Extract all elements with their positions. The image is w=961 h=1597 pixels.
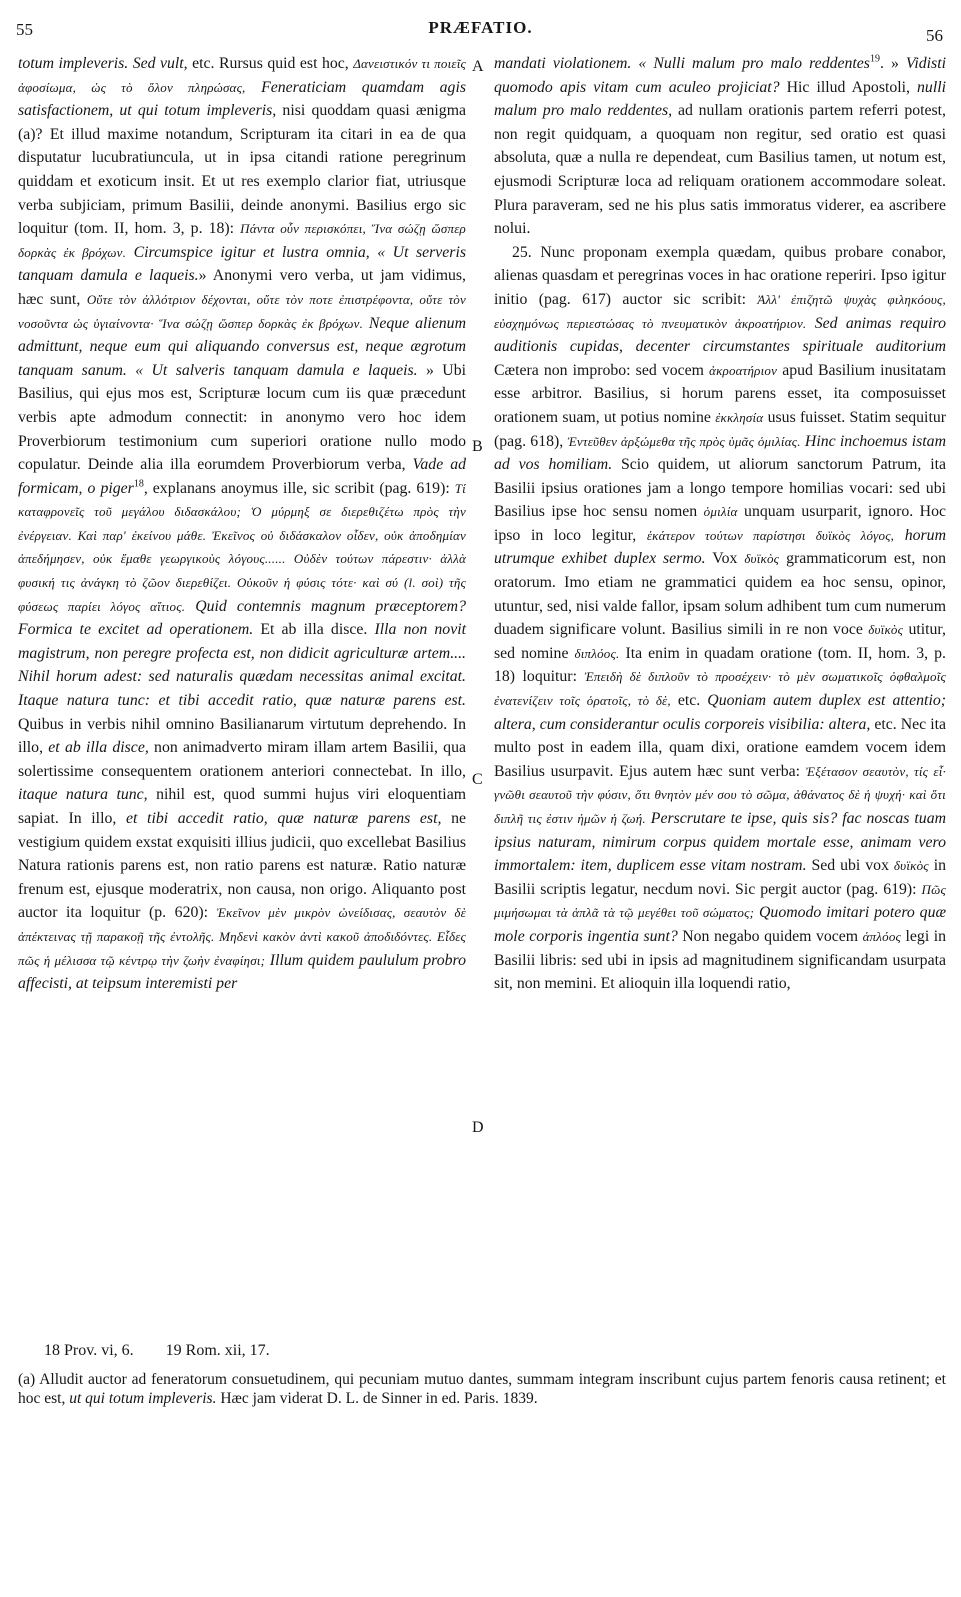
italic-text: itaque natura tunc,: [18, 786, 148, 804]
text-run: , explanans anoymus ille, sic scribit (pag. 619):: [143, 479, 455, 497]
page-number-left: 55: [16, 20, 33, 39]
italic-text: Feneraticiam quamdam agis satisfactionem, ut qui totum impleveris,: [18, 78, 466, 120]
greek-quotation: Δανειστικόν τι ποιεῖς ἀφοσίωμα, ὡς τὸ ὅλον πληρώσας,: [18, 56, 466, 95]
text-run: legi in Basilii libris: sed ubi in ipsis ad magnitudinem significandam usurpata sit, non memini. Et alioquin illa loquendi ratio,: [494, 927, 946, 993]
greek-quotation: δυϊκὸς: [744, 551, 780, 567]
italic-text: Vade ad formicam, o piger: [18, 456, 466, 497]
margin-marker-d: D: [472, 1119, 484, 1136]
text-run: utitur, sed nomine: [494, 621, 946, 662]
running-title: PRÆFATIO.: [428, 18, 533, 37]
text-run: etc.: [670, 692, 708, 710]
text-run: ad nullam orationis partem referri potest, non regit quidquam, a quoquam non regitur, sed oratio est quasi absoluta, quæ a nulla re dependeat, cum Basilius tamen, ut notum est, ejusmodi Scripturæ loca ad reliquam orationem accommodare soleat. Plura paraveram, sed ne his plus satis immoratus viderer, ea ascribere nolui.: [494, 102, 946, 238]
text-run: Vox: [705, 550, 745, 568]
greek-quotation: Ἐξέτασον σεαυτὸν, τίς εἶ· γνῶθι σεαυτοῦ τὴν φύσιν, ὅτι θνητὸν μέν σου τὸ σῶμα, ἀθάνατος δὲ ἡ ψυχή· καὶ ὅτι διπλῆ τις ἐστιν ἡμῶν ἡ ζωή.: [494, 763, 946, 826]
greek-quotation: ἁπλόος: [862, 928, 902, 944]
reference-19: 19 Rom. xii, 17.: [165, 1342, 270, 1359]
text-run: etc. Nec ita multo post in eadem illa, quam dixi, oratione eamdem vocem idem Basilius usurpavit. Ejus autem hæc sunt verba:: [494, 715, 947, 780]
italic-text: Quoniam autem duplex est attentio; altera, cum considerantur oculis corporeis visibilia: altera,: [494, 692, 946, 733]
left-column: [18, 52, 466, 996]
greek-quotation: Πάντα οὖν περισκόπει, Ἵνα σώζῃ ὥσπερ δορκὰς ἐκ βρόχων.: [18, 221, 466, 260]
text-run: » Anonymi vero verba, ut jam vidimus, hæc sunt,: [18, 267, 466, 308]
italic-text: Vidisti quomodo apis vitam cum aculeo projiciat?: [494, 55, 946, 96]
text-run: Et ab illa disce.: [253, 621, 375, 639]
text-run: usus fuisset. Statim sequitur (pag. 618),: [494, 408, 946, 450]
text-run: Sed ubi vox: [806, 857, 894, 875]
footnote-marker: 18: [133, 478, 144, 490]
greek-quotation: Ἐκεῖνον μὲν μικρὸν ὠνείδισας, σεαυτὸν δὲ ἀπέκτεινας τῇ παρακοῇ τῆς ἐντολῆς. Μηδενὶ κακὸν ἀντὶ κακοῦ ἀποδιδόντες. Εἶδες πῶς ἡ μέλισσα τῷ κέντρῳ τὴν ζωὴν ἐναφίησι;: [18, 905, 466, 968]
text-run: Hæc jam viderat D. L. de Sinner in ed. Paris. 1839.: [216, 1389, 538, 1407]
margin-marker-b: B: [472, 438, 483, 455]
italic-text: et tibi accedit ratio, quæ naturæ parens est,: [125, 810, 442, 827]
footnote-marker: 19: [869, 53, 880, 65]
margin-marker-a: A: [472, 58, 484, 75]
greek-quotation: Οὔτε τὸν ἀλλότριον δέχονται, οὔτε τὸν ποτε ἐπιστρέφοντα, οὔτε τὸν νοσοῦντα ὡς ὑγιαίνοντα· Ἵνα σώζῃ ὥσπερ δορκὰς ἐκ βρόχων.: [18, 291, 466, 331]
scripture-references: [44, 1342, 298, 1360]
italic-text: Perscrutare te ipse, quis sis? fac noscas tuam ipsius naturam, nimirum corpus quidem mortale esse, animam vero immortalem: item, duplicem esse vitam nostram.: [494, 810, 947, 875]
page-header: [0, 18, 961, 44]
italic-text: Quid contemnis magnum præceptorem? Formica te excitet ad operationem.: [18, 597, 466, 639]
italic-text: Hinc inchoemus istam ad vos homiliam.: [494, 432, 946, 474]
text-run: in Basilii scriptis legatur, necdum novi. Sic pergit auctor (pag. 619):: [494, 857, 946, 898]
italic-text: horum utrumque exhibet duplex sermo.: [494, 526, 946, 568]
italic-text: nulli malum pro malo reddentes,: [494, 78, 946, 120]
text-run: Scio quidem, ut aliorum sanctorum Patrum, ita Basilii ipsius orationes jam a longo tempore homilias vocari: sed ubi Basilius ipse hoc sensu nomen: [494, 456, 946, 521]
italic-text: Illa non novit magistrum, non peregre profecta est, non didicit agriculturæ artem.... Nihil horum adest: sed naturalis quædam necessitas animal excitat. Itaque natura tunc: et tibi accedit ratio, quæ naturæ parens est.: [18, 621, 466, 710]
footnote-a: [18, 1371, 946, 1408]
italic-text: Illum quidem paululum probro affecisti, at teipsum interemisti per: [18, 951, 466, 993]
right-column-paragraph-2: [494, 241, 946, 996]
text-run: Cætera non improbo: sed vocem: [494, 361, 710, 379]
italic-text: Circumspice igitur et lustra omnia, « Ut serveris tanquam damula e laqueis.: [18, 243, 466, 285]
italic-text: Sed animas requiro auditionis cupidas, decenter circumstantes spirituale auditorium: [494, 314, 947, 356]
text-run: ne vestigium quidem exstat exquisiti illius judicii, quo excellebat Basilius Natura rationis parens est, non ratio parens est naturæ. Ratio naturæ frenum est, ejusque moderatrix, non causa, non origo. Aliquanto post auctor ita loquitur (p. 620):: [18, 810, 466, 922]
italic-text: ut qui totum impleveris.: [69, 1389, 217, 1407]
text-run: . »: [879, 55, 906, 72]
text-run: Quibus in verbis nihil omnino Basilianarum virtutum deprehendo. In illo,: [18, 715, 466, 757]
left-column-text: [18, 52, 466, 996]
italic-text: Neque alienum admittunt, neque eum qui aliquando conversus est, neque ægrotum tanquam sanum. « Ut salveris tanquam damula e laqueis.: [18, 314, 466, 379]
italic-text: Quomodo imitari potero quæ mole corporis ingentia sunt?: [494, 904, 947, 945]
greek-quotation: Πῶς μιμήσωμαι τὰ ἁπλᾶ τὰ τῷ μεγέθει τοῦ σώματος;: [494, 881, 946, 921]
greek-quotation: Ἐπειδὴ δὲ διπλοῦν τὸ προσέχειν· τὸ μὲν σωματικοῖς ὀφθαλμοῖς ἐνατενίζειν τοῖς ὁρατοῖς, τὸ δὲ,: [494, 669, 946, 709]
italic-text: totum impleveris. Sed vult,: [18, 55, 188, 72]
reference-18: 18 Prov. vi, 6.: [44, 1342, 134, 1359]
greek-quotation: Ἀλλ' ἐπιζητῶ ψυχὰς φιληκόους, εὐσχημόνως περιεστώσας τὸ πνευματικὸν ἀκροατήριον.: [494, 291, 946, 331]
right-column: [494, 52, 946, 996]
greek-quotation: ἑκάτερον τούτων παρίστησι δυϊκὸς λόγος,: [646, 527, 895, 543]
greek-quotation: ἐκκλησία: [715, 409, 764, 425]
italic-text: mandati violationem. « Nulli malum pro malo reddentes: [494, 55, 870, 72]
text-run: Ita enim in quadam oratione (tom. II, hom. 3, p. 18) loquitur:: [494, 644, 946, 686]
greek-quotation: Ἐντεῦθεν ἀρξώμεθα τῆς πρὸς ὑμᾶς ὁμιλίας.: [567, 433, 801, 449]
text-run: (a) Alludit auctor ad feneratorum consuetudinem, qui pecuniam mutuo dantes, summam integram inscribunt cujus partem fenoris causa retinent; et hoc est,: [18, 1371, 946, 1407]
text-run: non animadverto miram illam artem Basilii, qua solertissime consequentem orationem anteriori connectebat. In illo,: [18, 739, 466, 780]
page-number-right: 56: [926, 26, 943, 45]
text-run: nisi quoddam quasi ænigma (a)? Et illud maxime notandum, Scripturam ita citari in ea de qua disputatur lucubratiuncula, ut in ipsa citandi ratione peregrinum quiddam et exoticum insit. Et ut res exemplo clarior fiat, utriusque verba subjiciam, primum Basilii, deinde anonymi. Basilius ergo sic loquitur (tom. II, hom. 3, p. 18):: [18, 102, 466, 238]
text-run: nihil est, quod summi hujus viri eloquentiam sapiat. In illo,: [18, 786, 466, 827]
greek-quotation: ἀκροατήριον: [709, 362, 778, 378]
text-run: grammaticorum est, non oratorum. Imo etiam ne grammatici quidem ea hoc sensu, opinor, utuntur, sed, nisi valde fallor, ipsam solum adhibent tum cum numerum duadem significare volunt. Basilius simili in re non voce: [494, 550, 946, 639]
greek-quotation: δυϊκὸς: [893, 858, 929, 874]
italic-text: et ab illa disce,: [48, 739, 149, 757]
greek-quotation: δυϊκὸς: [868, 622, 904, 638]
margin-marker-c: C: [472, 771, 483, 788]
text-run: Hic illud Apostoli,: [779, 78, 918, 96]
greek-quotation: διπλόος.: [574, 645, 620, 661]
greek-quotation: Τί καταφρονεῖς τοῦ μεγάλου διδασκάλου; Ὁ μύρμηξ σε διερεθιζέτω πρὸς τὴν ἐνέργειαν. Καὶ παρ' ἐκείνου μάθε. Ἐκεῖνος οὐ διδάσκαλον οἶδεν, οὐκ ἀποδημίαν ἀπεδήμησεν, οὐκ ἔμαθε γεωργικοὺς λόγους...... Οὐδὲν τούτων πάρεστιν· ἀλλὰ φυσική τις ἀνάγκη τὸ ζῶον διερεθίζει. Οὐκοῦν ἡ φύσις τότε· καὶ σύ (l. σοὶ) τῆς φύσεως παρίει λόγος αἴτιος.: [18, 480, 466, 614]
right-column-paragraph-1: [494, 52, 946, 241]
text-run: Non negabo quidem vocem: [677, 927, 863, 945]
text-run: apud Basilium inusitatam esse arbitror. Basilius, si horum parens esset, ita composuisset orationem suam, ut potius nomine: [494, 361, 946, 426]
greek-quotation: ὁμιλία: [703, 504, 738, 520]
text-run: etc. Rursus quid est hoc,: [187, 55, 354, 72]
text-run: 25. Nunc proponam exempla quædam, quibus probare conabor, alienas quasdam et peregrinas voces in hac oratione reperiri. Ipso igitur initio (pag. 617) auctor sic scribit:: [494, 243, 946, 308]
text-run: » Ubi Basilius, qui ejus mos est, Scripturæ locum cum iis quæ præcedunt verbis apte admodum connectit: in anonymo vero hoc idem Proverbiorum testimonium cum superiori oratione nullo modo copulatur. Deinde alia illa eorumdem Proverbiorum verba,: [18, 361, 466, 474]
text-run: unquam usurparit, ignoro. Hoc ipso in loco legitur,: [494, 503, 946, 544]
